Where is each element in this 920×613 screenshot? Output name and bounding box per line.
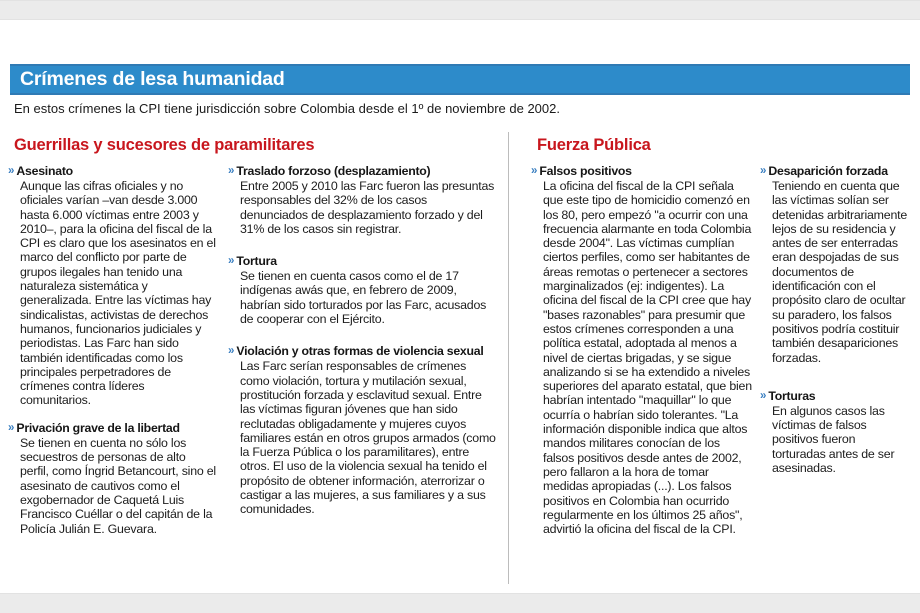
entry-privacion-grave-libertad: [8, 421, 216, 536]
entry-header: [228, 164, 496, 178]
text-column-1: [8, 164, 216, 549]
top-gray-band: [0, 0, 920, 20]
entry-falsos-positivos: [531, 164, 753, 536]
text-column-3: [531, 164, 753, 549]
entry-header: [8, 421, 216, 435]
entry-title: Falsos positivos: [539, 164, 632, 178]
text-column-4: [760, 164, 912, 488]
entry-tortura: [228, 254, 496, 326]
entry-body: Las Farc serían responsables de crímenes como violación, tortura y mutilación sexual, prostitución forzada y esclavitud sexual. Entre las víctimas figuran jóvenes que han sido reclutadas obligadamente y mujeres cuyos familiares están en otros grupos armados (como la Fuerza Pública o los paramilitares), entre otros. El uso de la violencia sexual ha tenido el propósito de obtener información, aterrorizar o castigar a las mujeres, a sus familiares y a sus comunidades.: [240, 359, 496, 517]
entry-traslado-forzoso: [228, 164, 496, 236]
entry-body: Teniendo en cuenta que las víctimas solían ser detenidas arbitrariamente lejos de su residencia y antes de ser enterradas eran despojadas de sus documentos de identificación con el propósito claro de ocultar su paradero, los falsos positivos podría costituir también desapariciones forzadas.: [772, 179, 908, 365]
title-bar: [10, 64, 910, 95]
chevron-double-right-icon: »: [760, 389, 766, 402]
subtitle-text: En estos crímenes la CPI tiene jurisdicción sobre Colombia desde el 1º de noviembre de 2002.: [14, 101, 560, 116]
entry-body: Entre 2005 y 2010 las Farc fueron las presuntas responsables del 32% de los casos denunciados de desplazamiento forzado y del 31% de los casos sin registrar.: [240, 179, 495, 236]
chevron-double-right-icon: »: [228, 345, 234, 358]
bottom-gray-band: [0, 593, 920, 613]
chevron-double-right-icon: »: [760, 165, 766, 177]
entry-title: Violación y otras formas de violencia sexual: [236, 344, 484, 359]
entry-title: Tortura: [236, 254, 277, 269]
text-column-2: [228, 164, 496, 530]
entry-title: Asesinato: [16, 164, 73, 178]
content-sections: [0, 132, 920, 562]
entry-header: [8, 164, 216, 178]
entry-torturas: [760, 389, 912, 475]
entry-title: Privación grave de la libertad: [16, 420, 180, 435]
chevron-double-right-icon: »: [8, 421, 14, 434]
entry-title: Torturas: [768, 388, 816, 403]
entry-body: Se tienen en cuenta casos como el de 17 indígenas awás que, en febrero de 2009, habrían sido torturados por las Farc, acusados de cooperar con el Ejército.: [240, 269, 487, 327]
entry-header: [760, 389, 912, 403]
entry-header: [531, 164, 753, 178]
entry-body: La oficina del fiscal de la CPI señala que este tipo de homicidio comenzó en los 80, pero empezó "a ocurrir con una frecuencia alarmante en toda Colombia desde 2004". Las víctimas cumplían ciertos perfiles, como ser habitantes de áreas remotas o pertenecer a sectores marginalizados (ej: indigentes). La oficina del fiscal de la CPI cree que hay "bases razonables" para presumir que estos crímenes corresponden a una política estatal, adoptada al menos a nivel de ciertas brigadas, y se sigue analizando si se ha extendido a niveles superiores del aparato estatal, que bien habrían intentado "maquillar" lo que ocurría o habrían sido tolerantes. "La información disponible indica que altos mandos militares conocían de los falsos positivos desde antes de 2002, pero fallaron a la hora de tomar medidas apropiadas (...). Los falsos positivos en Colombia han ocurrido regularmente en los últimos 25 años", advirtió la oficina del fiscal de la CPI.: [543, 179, 752, 537]
entry-violacion-violencia-sexual: [228, 344, 496, 516]
group-heading-fuerza-publica: Fuerza Pública: [537, 136, 651, 154]
group-heading-guerrillas: Guerrillas y sucesores de paramilitares: [14, 136, 315, 154]
entry-body: En algunos casos las víctimas de falsos positivos fueron torturadas antes de ser asesinadas.: [772, 403, 895, 476]
chevron-double-right-icon: »: [228, 255, 234, 268]
page-title: Crímenes de lesa humanidad: [20, 67, 285, 90]
entry-body: Aunque las cifras oficiales y no oficiales varían –van desde 3.000 hasta 6.000 víctimas entre 2003 y 2010–, para la oficina del fiscal de la CPI es claro que los asesinatos en el marco del conflicto por parte de grupos ilegales han tenido una naturaleza sistemática y generalizada. Entre las víctimas hay sindicalistas, activistas de derechos humanos, funcionarios judiciales y periodistas. Las Farc han sido también identificadas como los principales perpetradores de crímenes contra líderes comunitarios.: [20, 179, 216, 408]
entry-title: Desaparición forzada: [768, 164, 888, 178]
entry-desaparicion-forzada: [760, 164, 912, 365]
entry-header: [228, 344, 496, 358]
entry-asesinato: [8, 164, 216, 408]
entry-title: Traslado forzoso (desplazamiento): [236, 164, 431, 178]
entry-body: Se tienen en cuenta no sólo los secuestros de personas de alto perfil, como Íngrid Betancourt, sino el asesinato de cautivos como el exgobernador de Caquetá Luis Francisco Cuéllar o del capitán de la Policía Julián E. Guevara.: [20, 435, 216, 536]
entry-header: [228, 254, 496, 268]
chevron-double-right-icon: »: [531, 165, 537, 177]
vertical-divider: [508, 132, 509, 584]
chevron-double-right-icon: »: [228, 165, 234, 177]
entry-header: [760, 164, 912, 178]
chevron-double-right-icon: »: [8, 165, 14, 177]
